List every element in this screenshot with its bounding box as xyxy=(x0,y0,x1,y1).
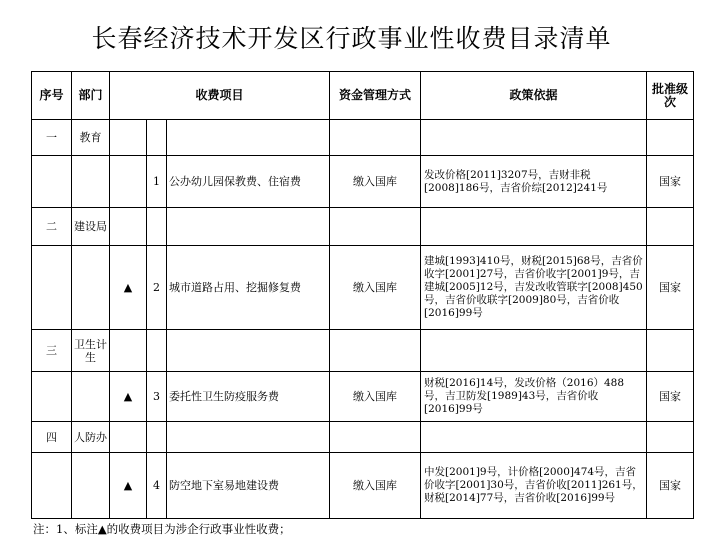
item-number: 4 xyxy=(147,453,167,519)
enterprise-mark: ▲ xyxy=(110,453,147,519)
policy-basis: 中发[2001]9号，计价格[2000]474号，吉省价收字[2001]30号，吉省价收[2011]261号，财税[2014]77号，吉省价收[2016]99号 xyxy=(421,453,647,519)
header-basis: 政策依据 xyxy=(421,72,647,120)
enterprise-mark: ▲ xyxy=(110,372,147,422)
section-row xyxy=(32,330,694,372)
item-number: 1 xyxy=(147,156,167,208)
table-row xyxy=(32,156,694,208)
approval-level: 国家 xyxy=(647,246,694,330)
fund-method: 缴入国库 xyxy=(330,246,421,330)
section-seq: 二 xyxy=(32,208,72,246)
header-fund: 资金管理方式 xyxy=(330,72,421,120)
section-dept: 教育 xyxy=(72,120,110,156)
fee-item: 城市道路占用、挖掘修复费 xyxy=(167,246,330,330)
approval-level: 国家 xyxy=(647,372,694,422)
approval-level: 国家 xyxy=(647,156,694,208)
section-row xyxy=(32,120,694,156)
header-seq: 序号 xyxy=(32,72,72,120)
section-seq: 四 xyxy=(32,422,72,453)
fund-method: 缴入国库 xyxy=(330,156,421,208)
policy-basis: 建城[1993]410号，财税[2015]68号，吉省价收字[2001]27号，吉省价收字[2001]9号，吉建城[2005]12号，吉发改收管联字[2008]450号，吉省价收联字[2009]80号，吉省价收[2016]99号 xyxy=(421,246,647,330)
section-dept: 人防办 xyxy=(72,422,110,453)
page-title: 长春经济技术开发区行政事业性收费目录清单 xyxy=(91,24,612,53)
item-number: 2 xyxy=(147,246,167,330)
footnote: 注：1、标注▲的收费项目为涉企行政事业性收费； xyxy=(33,522,291,536)
section-dept: 建设局 xyxy=(72,208,110,246)
header-level: 批准级次 xyxy=(647,72,694,120)
header-item: 收费项目 xyxy=(110,72,330,120)
fee-catalog-table xyxy=(31,71,694,519)
approval-level: 国家 xyxy=(647,453,694,519)
fee-item: 公办幼儿园保教费、住宿费 xyxy=(167,156,330,208)
enterprise-mark xyxy=(110,156,147,208)
section-row xyxy=(32,208,694,246)
policy-basis: 财税[2016]14号，发改价格（2016）488号，吉卫防发[1989]43号，吉省价收[2016]99号 xyxy=(421,372,647,422)
fee-item: 防空地下室易地建设费 xyxy=(167,453,330,519)
table-row xyxy=(32,453,694,519)
fund-method: 缴入国库 xyxy=(330,453,421,519)
header-dept: 部门 xyxy=(72,72,110,120)
section-seq: 三 xyxy=(32,330,72,372)
section-seq: 一 xyxy=(32,120,72,156)
item-number: 3 xyxy=(147,372,167,422)
fund-method: 缴入国库 xyxy=(330,372,421,422)
fee-item: 委托性卫生防疫服务费 xyxy=(167,372,330,422)
table-row xyxy=(32,246,694,330)
policy-basis: 发改价格[2011]3207号，吉财非税[2008]186号，吉省价综[2012]241号 xyxy=(421,156,647,208)
table-row xyxy=(32,372,694,422)
header-row xyxy=(32,72,694,120)
section-row xyxy=(32,422,694,453)
enterprise-mark: ▲ xyxy=(110,246,147,330)
section-dept: 卫生计生 xyxy=(72,330,110,372)
